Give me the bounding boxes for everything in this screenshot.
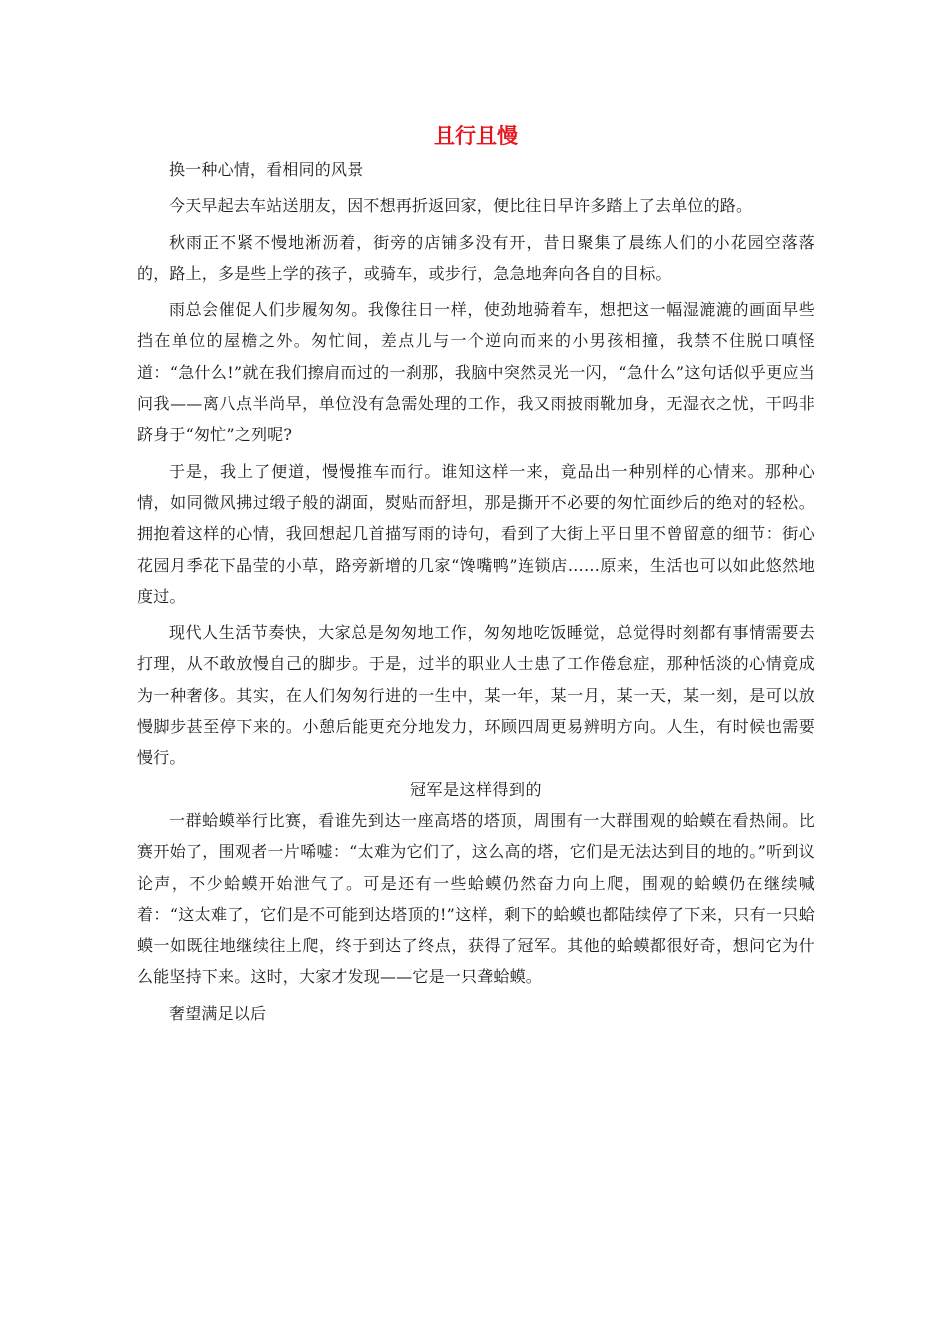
paragraph: 一群蛤蟆举行比赛，看谁先到达一座高塔的塔顶，周围有一大群围观的蛤蟆在看热闹。比赛开始了，围观者一片唏嘘：“太难为它们了，这么高的塔，它们是无法达到目的地的。”听到议论声，不少蛤蟆开始泄气了。可是还有一些蛤蟆仍然奋力向上爬，围观的蛤蟆仍在继续喊着：“这太难了，它们是不可能到达塔顶的!”这样，剩下的蛤蟆也都陆续停了下来，只有一只蛤蟆一如既往地继续往上爬，终于到达了终点，获得了冠军。其他的蛤蟆都很好奇，想问它为什么能坚持下来。这时，大家才发现——它是一只聋蛤蟆。	[137, 810, 815, 987]
article-subtitle-line: 换一种心情，看相同的风景	[169, 160, 364, 179]
paragraph: 秋雨正不紧不慢地淅沥着，街旁的店铺多没有开，昔日聚集了晨练人们的小花园空落落的，路上，多是些上学的孩子，或骑车，或步行，急急地奔向各自的目标。	[137, 232, 815, 283]
document-body	[137, 118, 815, 1029]
section-heading: 奢望满足以后	[169, 1003, 267, 1023]
paragraph: 于是，我上了便道，慢慢推车而行。谁知这样一来，竟品出一种别样的心情来。那种心情，如同微风拂过缎子般的湖面，熨贴而舒坦，那是撕开不必要的匆忙面纱后的绝对的轻松。拥抱着这样的心情，我回想起几首描写雨的诗句，看到了大街上平日里不曾留意的细节：街心花园月季花下晶莹的小草，路旁新增的几家“馋嘴鸭”连锁店……原来，生活也可以如此悠然地度过。	[137, 461, 815, 606]
paragraph: 今天早起去车站送朋友，因不想再折返回家，便比往日早许多踏上了去单位的路。	[169, 196, 753, 216]
paragraph: 现代人生活节奏快，大家总是匆匆地工作，匆匆地吃饭睡觉，总觉得时刻都有事情需要去打理，从不敢放慢自己的脚步。于是，过半的职业人士患了工作倦怠症，那种恬淡的心情竟成为一种奢侈。其实，在人们匆匆行进的一生中，某一年，某一月，某一天，某一刻，是可以放慢脚步甚至停下来的。小憩后能更充分地发力，环顾四周更易辨明方向。人生，有时候也需要慢行。	[137, 623, 815, 768]
article-title: 且行且慢	[434, 124, 518, 148]
paragraph: 雨总会催促人们步履匆匆。我像往日一样，使劲地骑着车，想把这一幅湿漉漉的画面早些挡在单位的屋檐之外。匆忙间，差点儿与一个逆向而来的小男孩相撞，我禁不住脱口嗔怪道：“急什么!”就在我们擦肩而过的一刹那，我脑中突然灵光一闪，“急什么”这句话似乎更应当问我——离八点半尚早，单位没有急需处理的工作，我又雨披雨靴加身，无湿衣之忧，干吗非跻身于“匆忙”之列呢?	[137, 300, 815, 445]
section-title: 冠军是这样得到的	[409, 779, 542, 799]
